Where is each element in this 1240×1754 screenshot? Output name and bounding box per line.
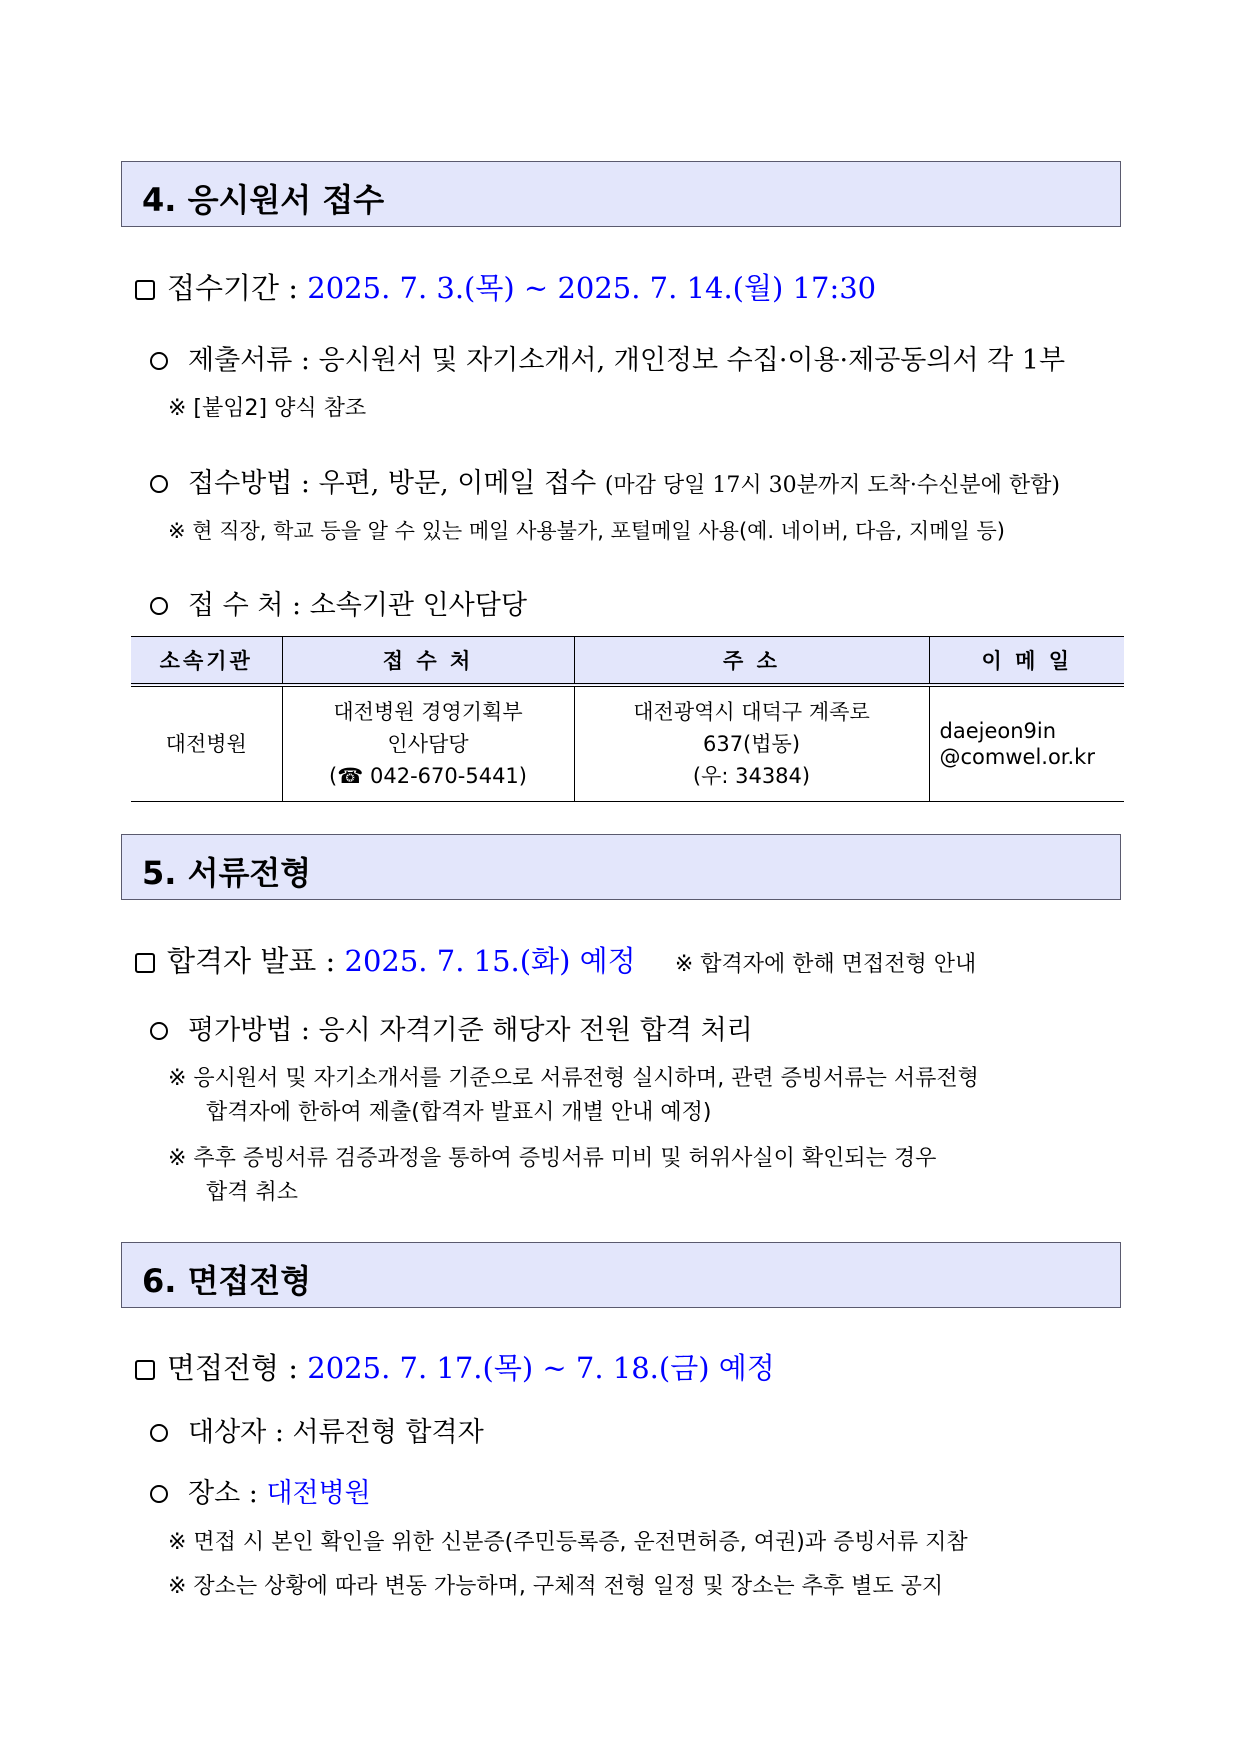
method-line [150, 461, 1060, 500]
email-line-2: @comwel.or.kr [939, 745, 1095, 769]
header-org: 소속기관 [131, 637, 282, 686]
method-note: ※ 현 직장, 학교 등을 알 수 있는 메일 사용불가, 포털메일 사용(예. 네이버, 다음, 지메일 등) [168, 519, 1005, 543]
s6-note2: ※ 장소는 상황에 따라 변동 가능하며, 구체적 전형 일정 및 장소는 추후 별도 공지 [168, 1574, 944, 1599]
interview-value: 2025. 7. 17.(목) ~ 7. 18.(금) 예정 [307, 1351, 775, 1385]
section-5-title: 5. 서류전형 [142, 854, 312, 892]
table-row [131, 685, 1124, 802]
circle-bullet-icon [150, 1022, 168, 1040]
venue-line [150, 1471, 371, 1510]
interview-line [135, 1346, 775, 1387]
target-line [150, 1410, 484, 1449]
method-paren: (마감 당일 17시 30분까지 도착·수신분에 한함) [604, 473, 1060, 498]
addr-line-2: 637(법동) [702, 732, 801, 756]
circle-bullet-icon [150, 597, 168, 615]
circle-bullet-icon [150, 352, 168, 370]
table-header-row [131, 637, 1124, 686]
square-bullet-icon [135, 280, 155, 300]
s5-note1-line2: 합격자에 한하여 제출(합격자 발표시 개별 안내 예정) [206, 1100, 712, 1125]
section-6-title: 6. 면접전형 [142, 1262, 312, 1300]
venue-value: 대전병원 [266, 1478, 371, 1509]
place-line [150, 583, 527, 622]
s5-note1-line1: ※ 응시원서 및 자기소개서를 기준으로 서류전형 실시하며, 관련 증빙서류는 서류전형 [168, 1066, 979, 1091]
eval-line [150, 1008, 753, 1047]
announce-note: ※ 합격자에 한해 면접전형 안내 [674, 952, 977, 977]
circle-bullet-icon [150, 1424, 168, 1442]
announce-label: 합격자 발표 : [167, 944, 336, 978]
docs-text: 제출서류 : 응시원서 및 자기소개서, 개인정보 수집·이용·제공동의서 각 1부 [188, 345, 1066, 376]
recv-phone: (☎ 042-670-5441) [329, 764, 527, 788]
section-6-header [121, 1242, 1121, 1308]
header-email: 이 메 일 [929, 637, 1124, 686]
interview-label: 면접전형 : [167, 1351, 299, 1385]
square-bullet-icon [135, 1360, 155, 1380]
announce-value: 2025. 7. 15.(화) 예정 [344, 944, 636, 978]
circle-bullet-icon [150, 1485, 168, 1503]
period-value: 2025. 7. 3.(목) ~ 2025. 7. 14.(월) 17:30 [307, 271, 877, 305]
recv-line-1: 대전병원 경영기획부 [333, 700, 523, 724]
cell-recv [282, 685, 574, 802]
eval-text: 평가방법 : 응시 자격기준 해당자 전원 합격 처리 [188, 1015, 753, 1046]
header-addr: 주 소 [574, 637, 929, 686]
period-line [135, 266, 876, 307]
announce-line [135, 939, 976, 980]
circle-bullet-icon [150, 475, 168, 493]
email-line-1: daejeon9in [939, 719, 1057, 743]
method-main: 접수방법 : 우편, 방문, 이메일 접수 [188, 468, 597, 499]
s5-note2-line2: 합격 취소 [206, 1180, 299, 1205]
s5-note2-line1: ※ 추후 증빙서류 검증과정을 통하여 증빙서류 미비 및 허위사실이 확인되는 경우 [168, 1146, 937, 1171]
place-text: 접 수 처 : 소속기관 인사담당 [188, 590, 527, 621]
cell-addr [574, 685, 929, 802]
addr-line-1: 대전광역시 대덕구 계족로 [633, 700, 870, 724]
period-label: 접수기간 : [167, 271, 299, 305]
venue-label: 장소 : [188, 1478, 258, 1509]
target-text: 대상자 : 서류전형 합격자 [188, 1417, 484, 1448]
header-recv: 접 수 처 [282, 637, 574, 686]
section-4-header [121, 161, 1121, 227]
reception-table [131, 636, 1124, 802]
docs-note: ※ [붙임2] 양식 참조 [168, 396, 367, 421]
cell-org: 대전병원 [131, 685, 282, 802]
recv-line-2: 인사담당 [387, 732, 469, 756]
cell-email [929, 685, 1124, 802]
section-4-title: 4. 응시원서 접수 [142, 181, 385, 219]
addr-zip: (우: 34384) [692, 764, 811, 788]
docs-line [150, 338, 1065, 377]
section-5-header [121, 834, 1121, 900]
square-bullet-icon [135, 953, 155, 973]
s6-note1: ※ 면접 시 본인 확인을 위한 신분증(주민등록증, 운전면허증, 여권)과 증빙서류 지참 [168, 1530, 968, 1555]
